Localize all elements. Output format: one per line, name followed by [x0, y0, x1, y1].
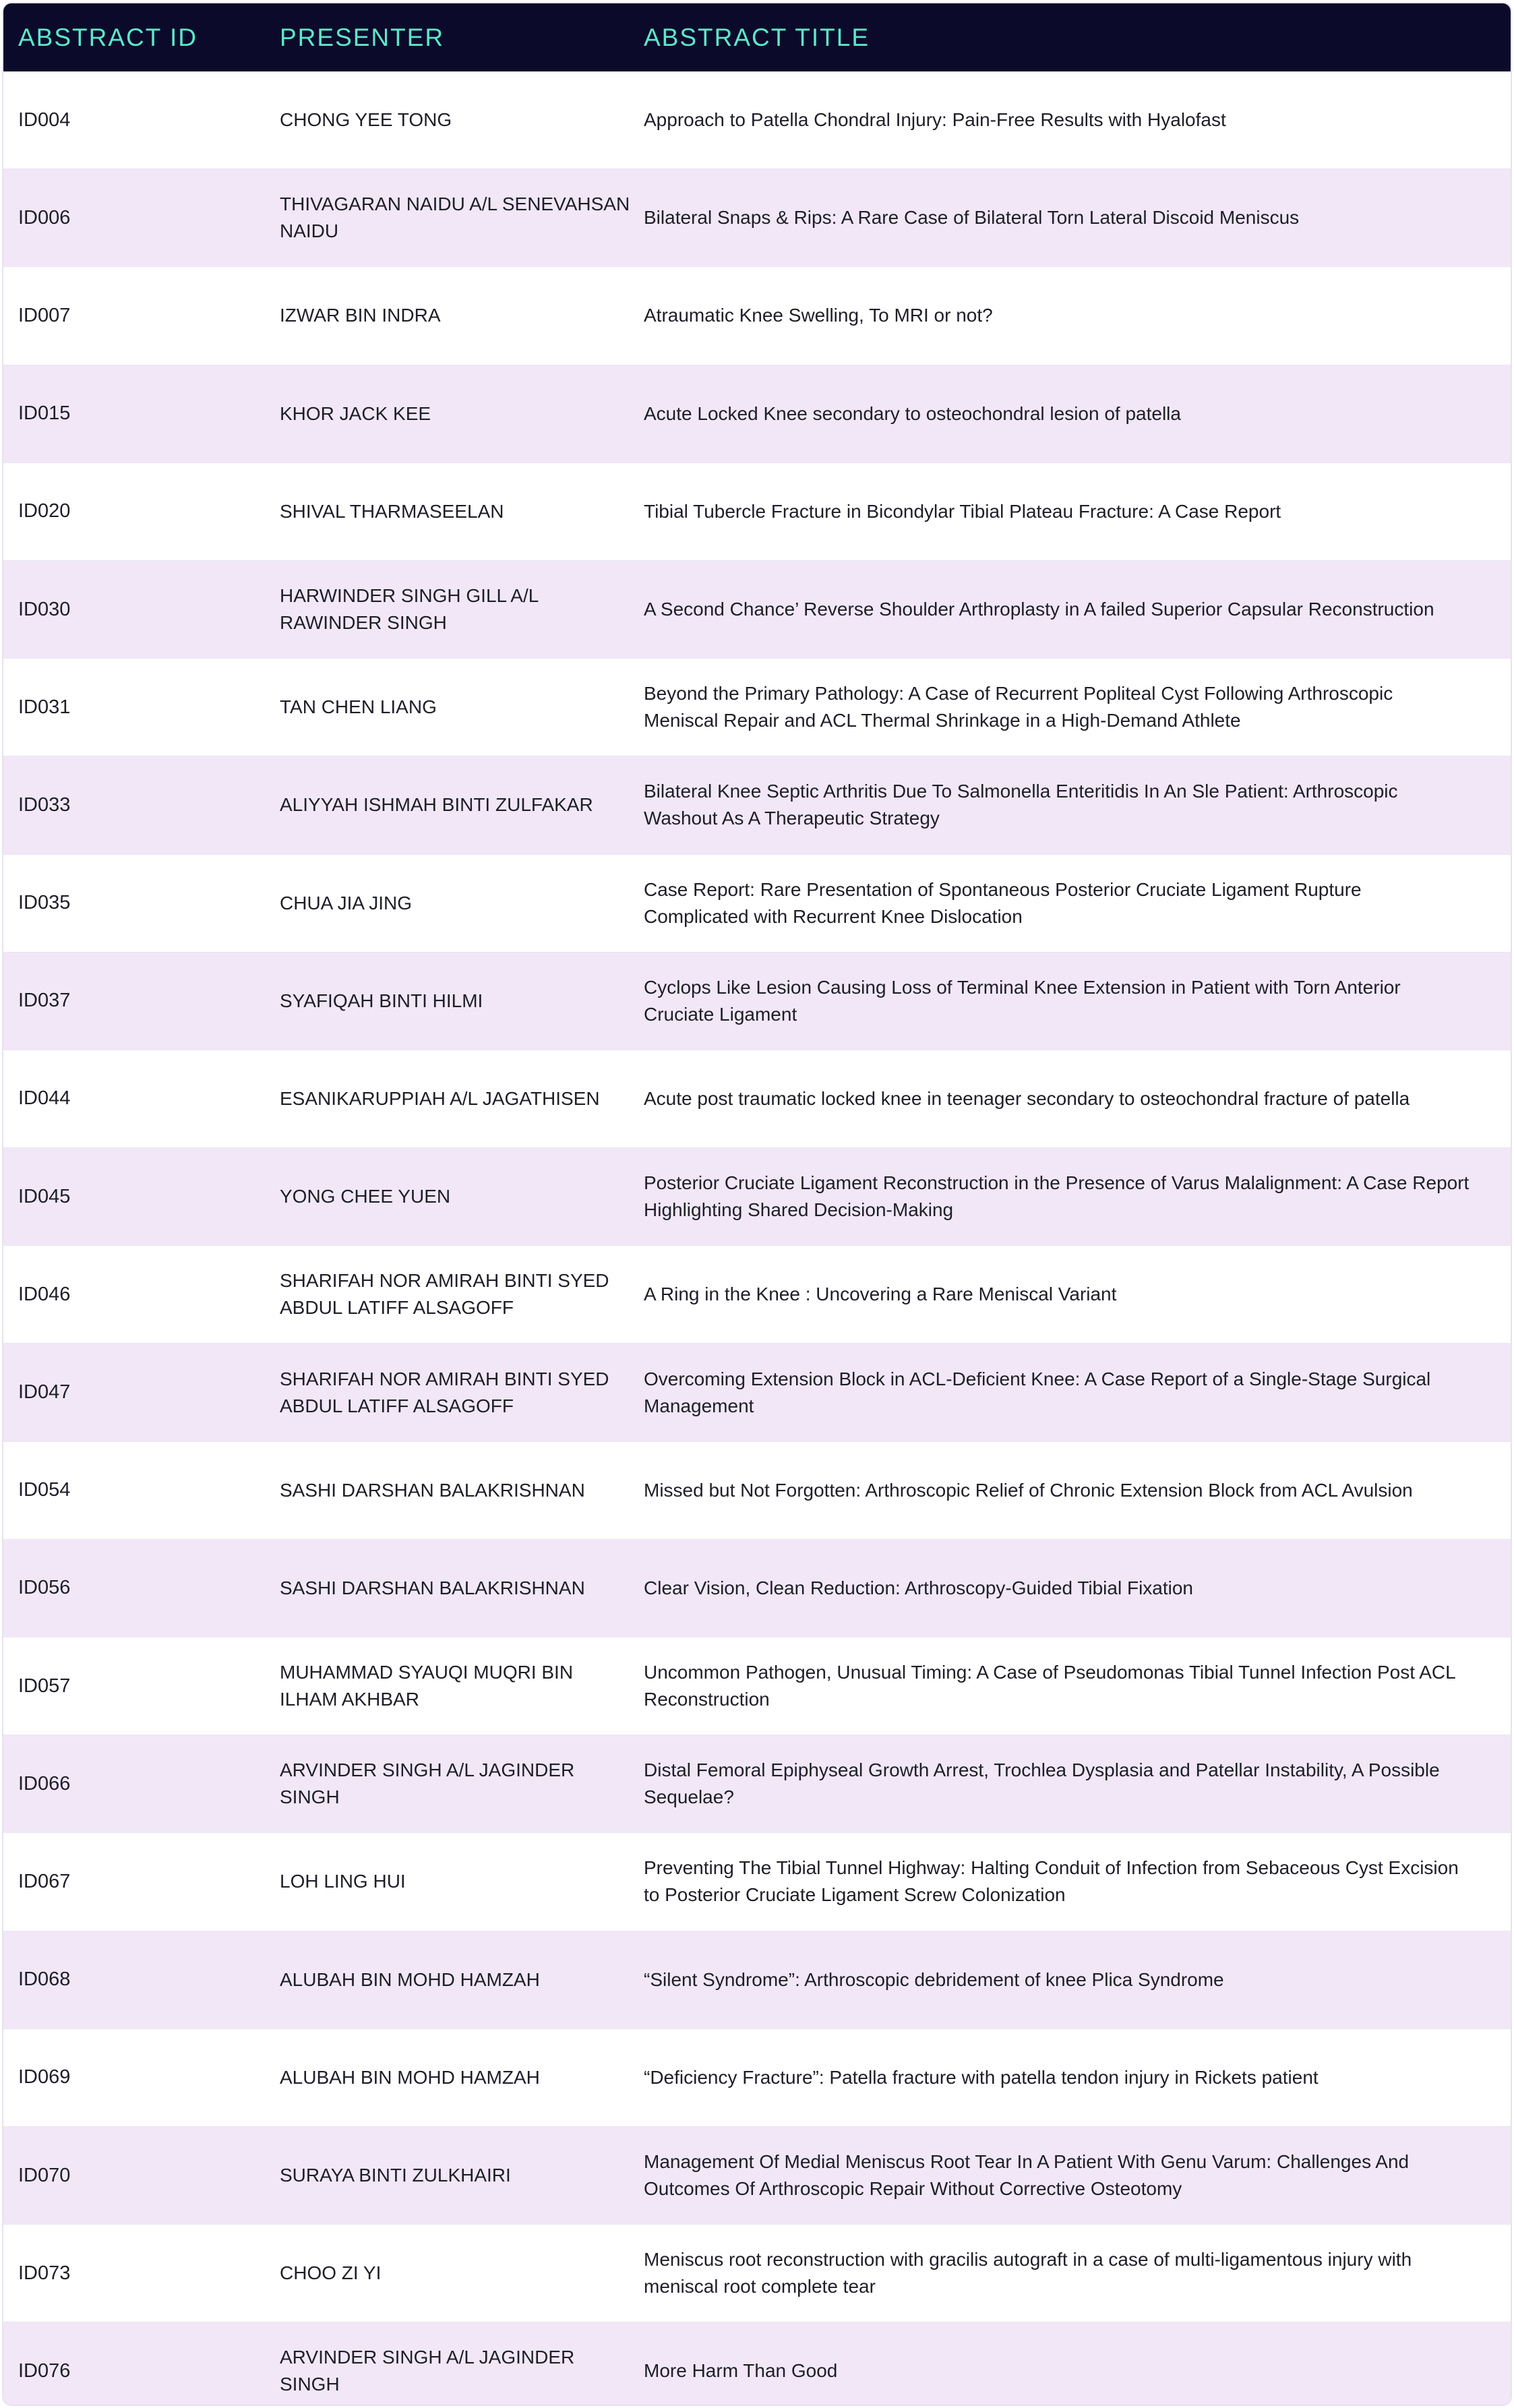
abstract-id-cell: ID044 — [18, 1087, 71, 1110]
abstract-id-cell: ID057 — [18, 1675, 71, 1697]
table-row — [3, 1245, 1511, 1343]
abstract-title-cell: Meniscus root reconstruction with gracilis autograft in a case of multi-ligamentous injury with meniscal root complete tear — [644, 2249, 1412, 2297]
table-row — [3, 1441, 1511, 1539]
presenter-cell: YONG CHEE YUEN — [280, 1186, 451, 1207]
abstract-id-cell: ID056 — [18, 1577, 71, 1599]
abstract-id-cell: ID047 — [18, 1381, 71, 1404]
abstract-id-cell: ID015 — [18, 402, 71, 425]
table-row — [3, 1147, 1511, 1245]
presenter-cell: SHARIFAH NOR AMIRAH BINTI SYED ABDUL LATIFF ALSAGOFF — [280, 1368, 609, 1416]
table-row — [3, 2028, 1511, 2126]
table-row — [3, 266, 1511, 364]
abstract-title-cell: Acute post traumatic locked knee in teenager secondary to osteochondral fracture of patella — [644, 1087, 1410, 1109]
table-row — [3, 1931, 1511, 2028]
table-row — [3, 658, 1511, 756]
table-row — [3, 1050, 1511, 1147]
header-abstract-id: ABSTRACT ID — [18, 23, 198, 51]
presenter-cell: SYAFIQAH BINTI HILMI — [280, 990, 483, 1011]
abstract-title-cell: Approach to Patella Chondral Injury: Pain-Free Results with Hyalofast — [644, 109, 1226, 131]
abstract-title-cell: A Second Chance’ Reverse Shoulder Arthroplasty in A failed Superior Capsular Reconstruction — [644, 599, 1434, 620]
abstract-id-cell: ID045 — [18, 1185, 71, 1207]
table-row — [3, 756, 1511, 853]
abstract-title-cell: Management Of Medial Meniscus Root Tear In A Patient With Genu Varum: Challenges And Outcomes Of Arthroscopic Repair Without Corrective Osteotomy — [644, 2151, 1410, 2200]
presenter-cell: ALIYYAH ISHMAH BINTI ZULFAKAR — [280, 794, 593, 816]
abstract-title-cell: Preventing The Tibial Tunnel Highway: Halting Conduit of Infection from Sebaceous Cyst Excision to Posterior Cruciate Ligament Screw Colonization — [644, 1857, 1459, 1906]
abstract-id-cell: ID046 — [18, 1283, 71, 1305]
table-row — [3, 2224, 1511, 2322]
abstract-title-cell: Atraumatic Knee Swelling, To MRI or not? — [644, 305, 993, 326]
abstract-id-cell: ID007 — [18, 304, 71, 326]
presenter-cell: CHUA JIA JING — [280, 892, 413, 913]
table-row — [3, 1735, 1511, 1832]
abstract-id-cell: ID030 — [18, 598, 71, 620]
abstract-title-cell: A Ring in the Knee : Uncovering a Rare Meniscal Variant — [644, 1284, 1117, 1305]
presenter-cell: IZWAR BIN INDRA — [280, 305, 441, 326]
abstract-title-cell: Tibial Tubercle Fracture in Bicondylar Tibial Plateau Fracture: A Case Report — [644, 500, 1281, 522]
presenter-cell: MUHAMMAD SYAUQI MUQRI BIN ILHAM AKHBAR — [280, 1662, 574, 1710]
table-row — [3, 1637, 1511, 1735]
table-row — [3, 169, 1511, 266]
header-abstract-title: ABSTRACT TITLE — [644, 23, 870, 51]
abstract-id-cell: ID066 — [18, 1772, 71, 1795]
presenter-cell: SURAYA BINTI ZULKHAIRI — [280, 2165, 511, 2186]
abstract-id-cell: ID031 — [18, 696, 71, 718]
presenter-cell: SASHI DARSHAN BALAKRISHNAN — [280, 1479, 585, 1501]
abstract-title-cell: “Deficiency Fracture”: Patella fracture with patella tendon injury in Rickets patient — [644, 2066, 1319, 2088]
abstract-title-cell: Case Report: Rare Presentation of Spontaneous Posterior Cruciate Ligament Rupture Complicated with Recurrent Knee Dislocation — [644, 878, 1362, 927]
abstract-title-cell: Distal Femoral Epiphyseal Growth Arrest, Trochlea Dysplasia and Patellar Instability, A Possible Sequelae? — [644, 1759, 1440, 1808]
abstract-id-cell: ID068 — [18, 1968, 71, 1991]
table-row — [3, 1539, 1511, 1637]
table-row — [3, 462, 1511, 560]
abstract-id-cell: ID076 — [18, 2359, 71, 2382]
abstract-title-cell: Bilateral Snaps & Rips: A Rare Case of Bilateral Torn Lateral Discoid Meniscus — [644, 207, 1300, 229]
presenter-cell: SHIVAL THARMASEELAN — [280, 500, 504, 522]
abstract-title-cell: More Harm Than Good — [644, 2360, 838, 2382]
abstract-id-cell: ID070 — [18, 2164, 71, 2186]
abstract-title-cell: Uncommon Pathogen, Unusual Timing: A Case of Pseudomonas Tibial Tunnel Infection Post ACL Reconstruction — [644, 1662, 1455, 1710]
abstract-title-cell: Beyond the Primary Pathology: A Case of Recurrent Popliteal Cyst Following Arthroscopic Meniscal Repair and ACL Thermal Shrinkage in a High-Demand Athlete — [644, 683, 1393, 731]
presenter-cell: ESANIKARUPPIAH A/L JAGATHISEN — [280, 1087, 600, 1109]
abstract-id-cell: ID037 — [18, 990, 71, 1012]
abstract-title-cell: Cyclops Like Lesion Causing Loss of Terminal Knee Extension in Patient with Torn Anterior Cruciate Ligament — [644, 976, 1401, 1025]
presenter-cell: HARWINDER SINGH GILL A/L RAWINDER SINGH — [280, 585, 539, 634]
abstract-id-cell: ID067 — [18, 1870, 71, 1892]
presenter-cell: ALUBAH BIN MOHD HAMZAH — [280, 1968, 540, 1990]
table-body — [3, 71, 1511, 2405]
presenter-cell: TAN CHEN LIANG — [280, 696, 437, 718]
table-row — [3, 71, 1511, 169]
presenter-cell: ARVINDER SINGH A/L JAGINDER SINGH — [280, 2347, 575, 2395]
presenter-cell: CHOO ZI YI — [280, 2262, 382, 2284]
abstract-id-cell: ID054 — [18, 1479, 71, 1501]
header-presenter: PRESENTER — [280, 23, 445, 51]
abstract-title-cell: Posterior Cruciate Ligament Reconstruction in the Presence of Varus Malalignment: A Case Report Highlighting Shared Decision-Making — [644, 1172, 1470, 1221]
presenter-cell: ALUBAH BIN MOHD HAMZAH — [280, 2066, 540, 2088]
table-row — [3, 2322, 1511, 2405]
table-header — [3, 3, 1511, 71]
presenter-cell: ARVINDER SINGH A/L JAGINDER SINGH — [280, 1759, 575, 1808]
presenter-cell: SASHI DARSHAN BALAKRISHNAN — [280, 1577, 585, 1598]
table-row — [3, 1343, 1511, 1441]
abstract-title-cell: Missed but Not Forgotten: Arthroscopic Relief of Chronic Extension Block from ACL Avulsion — [644, 1479, 1413, 1501]
presenter-cell: THIVAGARAN NAIDU A/L SENEVAHSAN NAIDU — [280, 193, 630, 242]
table-row — [3, 1832, 1511, 1930]
abstract-id-cell: ID020 — [18, 500, 71, 522]
presenter-cell: KHOR JACK KEE — [280, 402, 431, 424]
table-row — [3, 2126, 1511, 2224]
abstract-id-cell: ID004 — [18, 109, 71, 131]
presenter-cell: CHONG YEE TONG — [280, 109, 452, 131]
abstract-title-cell: Overcoming Extension Block in ACL-Deficient Knee: A Case Report of a Single-Stage Surgical Management — [644, 1368, 1431, 1416]
abstract-title-cell: Bilateral Knee Septic Arthritis Due To Salmonella Enteritidis In An Sle Patient: Arthroscopic Washout As A Therapeutic Strategy — [644, 781, 1398, 829]
abstract-title-cell: “Silent Syndrome”: Arthroscopic debridement of knee Plica Syndrome — [644, 1968, 1224, 1990]
table-row — [3, 365, 1511, 462]
table-row — [3, 560, 1511, 658]
abstract-id-cell: ID073 — [18, 2262, 71, 2284]
presenter-cell: SHARIFAH NOR AMIRAH BINTI SYED ABDUL LATIFF ALSAGOFF — [280, 1270, 609, 1319]
abstract-table — [3, 3, 1511, 2405]
abstract-title-cell: Clear Vision, Clean Reduction: Arthroscopy-Guided Tibial Fixation — [644, 1577, 1194, 1598]
presenter-cell: LOH LING HUI — [280, 1871, 406, 1892]
abstract-id-cell: ID035 — [18, 892, 71, 914]
abstract-id-cell: ID069 — [18, 2066, 71, 2088]
table-row — [3, 952, 1511, 1050]
abstract-id-cell: ID033 — [18, 793, 71, 816]
abstract-title-cell: Acute Locked Knee secondary to osteochondral lesion of patella — [644, 402, 1181, 424]
abstract-id-cell: ID006 — [18, 206, 71, 229]
table-row — [3, 854, 1511, 952]
